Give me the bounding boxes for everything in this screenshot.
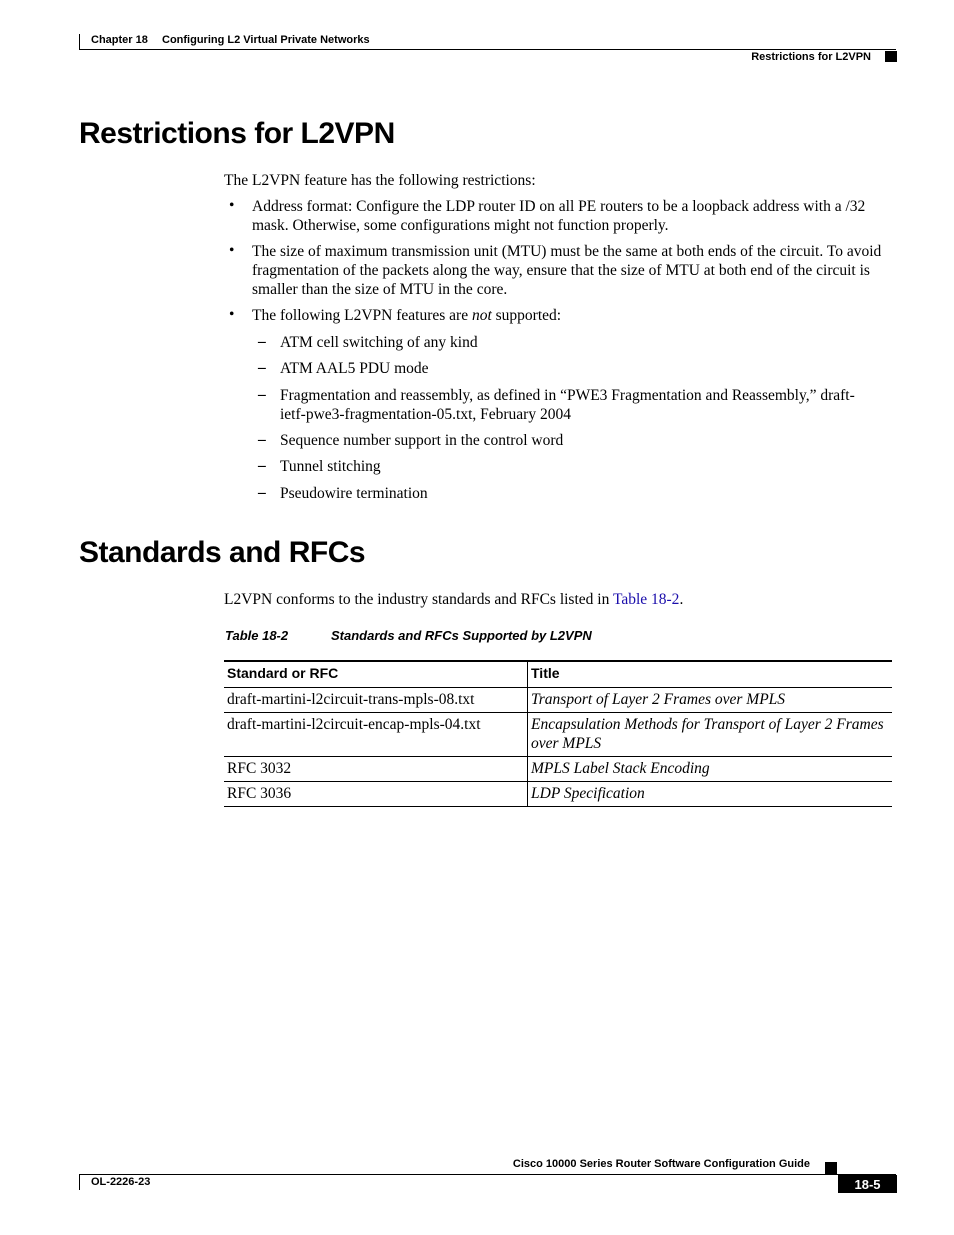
table-number: Table 18-2 <box>225 628 289 643</box>
unsupported-feature: ATM AAL5 PDU mode <box>280 360 429 377</box>
standards-table <box>224 660 892 807</box>
footer-rule-vertical <box>79 1174 80 1190</box>
table-row <box>224 757 892 782</box>
bullet-glyph: • <box>229 242 235 259</box>
unsupported-feature: Pseudowire termination <box>280 485 428 502</box>
standards-intro-text: L2VPN conforms to the industry standards and RFCs listed in <box>224 591 613 608</box>
dash-glyph: – <box>258 431 266 448</box>
section-label: Restrictions for L2VPN <box>751 51 871 63</box>
title-cell: Encapsulation Methods for Transport of Layer 2 Frames over MPLS <box>528 713 893 757</box>
unsupported-feature: Tunnel stitching <box>280 458 381 475</box>
column-header-title: Title <box>528 661 893 688</box>
standards-intro <box>224 590 884 609</box>
chapter-label: Chapter 18 <box>91 34 148 46</box>
restrictions-heading: Restrictions for L2VPN <box>79 117 395 150</box>
standard-cell: draft-martini-l2circuit-trans-mpls-08.txt <box>224 688 528 713</box>
doc-number: OL-2226-23 <box>91 1176 151 1188</box>
column-header-standard: Standard or RFC <box>224 661 528 688</box>
footer-rule <box>79 1174 896 1175</box>
footer-marker <box>825 1162 837 1174</box>
standard-cell: draft-martini-l2circuit-encap-mpls-04.txt <box>224 713 528 757</box>
dash-glyph: – <box>258 484 266 501</box>
header-rule-vertical <box>79 34 80 50</box>
not-supported-emphasis: not <box>471 307 492 324</box>
bullet-glyph: • <box>229 197 235 214</box>
table-link[interactable]: Table 18-2 <box>612 591 680 608</box>
dash-glyph: – <box>258 386 266 403</box>
dash-glyph: – <box>258 359 266 376</box>
standard-cell: RFC 3032 <box>224 757 528 782</box>
not-supported-suffix: supported: <box>491 307 562 324</box>
unsupported-feature: Fragmentation and reassembly, as defined in “PWE3 Fragmentation and Reassembly,” draft-ietf-pwe3-fragmentation-05.txt, February 2004 <box>280 387 855 423</box>
unsupported-feature: Sequence number support in the control word <box>280 432 564 449</box>
dash-glyph: – <box>258 333 266 350</box>
table-row <box>224 688 892 713</box>
unsupported-feature: ATM cell switching of any kind <box>280 334 478 351</box>
table-title: Standards and RFCs Supported by L2VPN <box>331 628 592 643</box>
title-cell: MPLS Label Stack Encoding <box>528 757 893 782</box>
table-header-row <box>224 661 892 688</box>
standards-intro-end: . <box>679 591 684 608</box>
not-supported-prefix: The following L2VPN features are <box>252 307 472 324</box>
dash-glyph: – <box>258 457 266 474</box>
restriction-item: The size of maximum transmission unit (MTU) must be the same at both ends of the circuit. To avoid fragmentation of the packets along the way, ensure that the size of MTU at both end of the circuit is smaller than the size of MTU in the core. <box>252 243 882 298</box>
header-marker <box>885 51 897 62</box>
restrictions-intro: The L2VPN feature has the following restrictions: <box>224 172 536 189</box>
guide-title: Cisco 10000 Series Router Software Configuration Guide <box>512 1158 810 1170</box>
title-cell: Transport of Layer 2 Frames over MPLS <box>528 688 893 713</box>
page-number: 18-5 <box>838 1175 897 1193</box>
standards-heading: Standards and RFCs <box>79 536 366 569</box>
chapter-title: Configuring L2 Virtual Private Networks <box>162 34 370 46</box>
standard-cell: RFC 3036 <box>224 782 528 807</box>
restriction-item-not-supported <box>252 306 892 325</box>
table-row <box>224 713 892 757</box>
title-cell: LDP Specification <box>528 782 893 807</box>
header-rule <box>79 49 896 50</box>
restriction-item: Address format: Configure the LDP router ID on all PE routers to be a loopback address with a /32 mask. Otherwise, some configurations might not function properly. <box>252 198 866 234</box>
table-row <box>224 782 892 807</box>
bullet-glyph: • <box>229 306 235 323</box>
